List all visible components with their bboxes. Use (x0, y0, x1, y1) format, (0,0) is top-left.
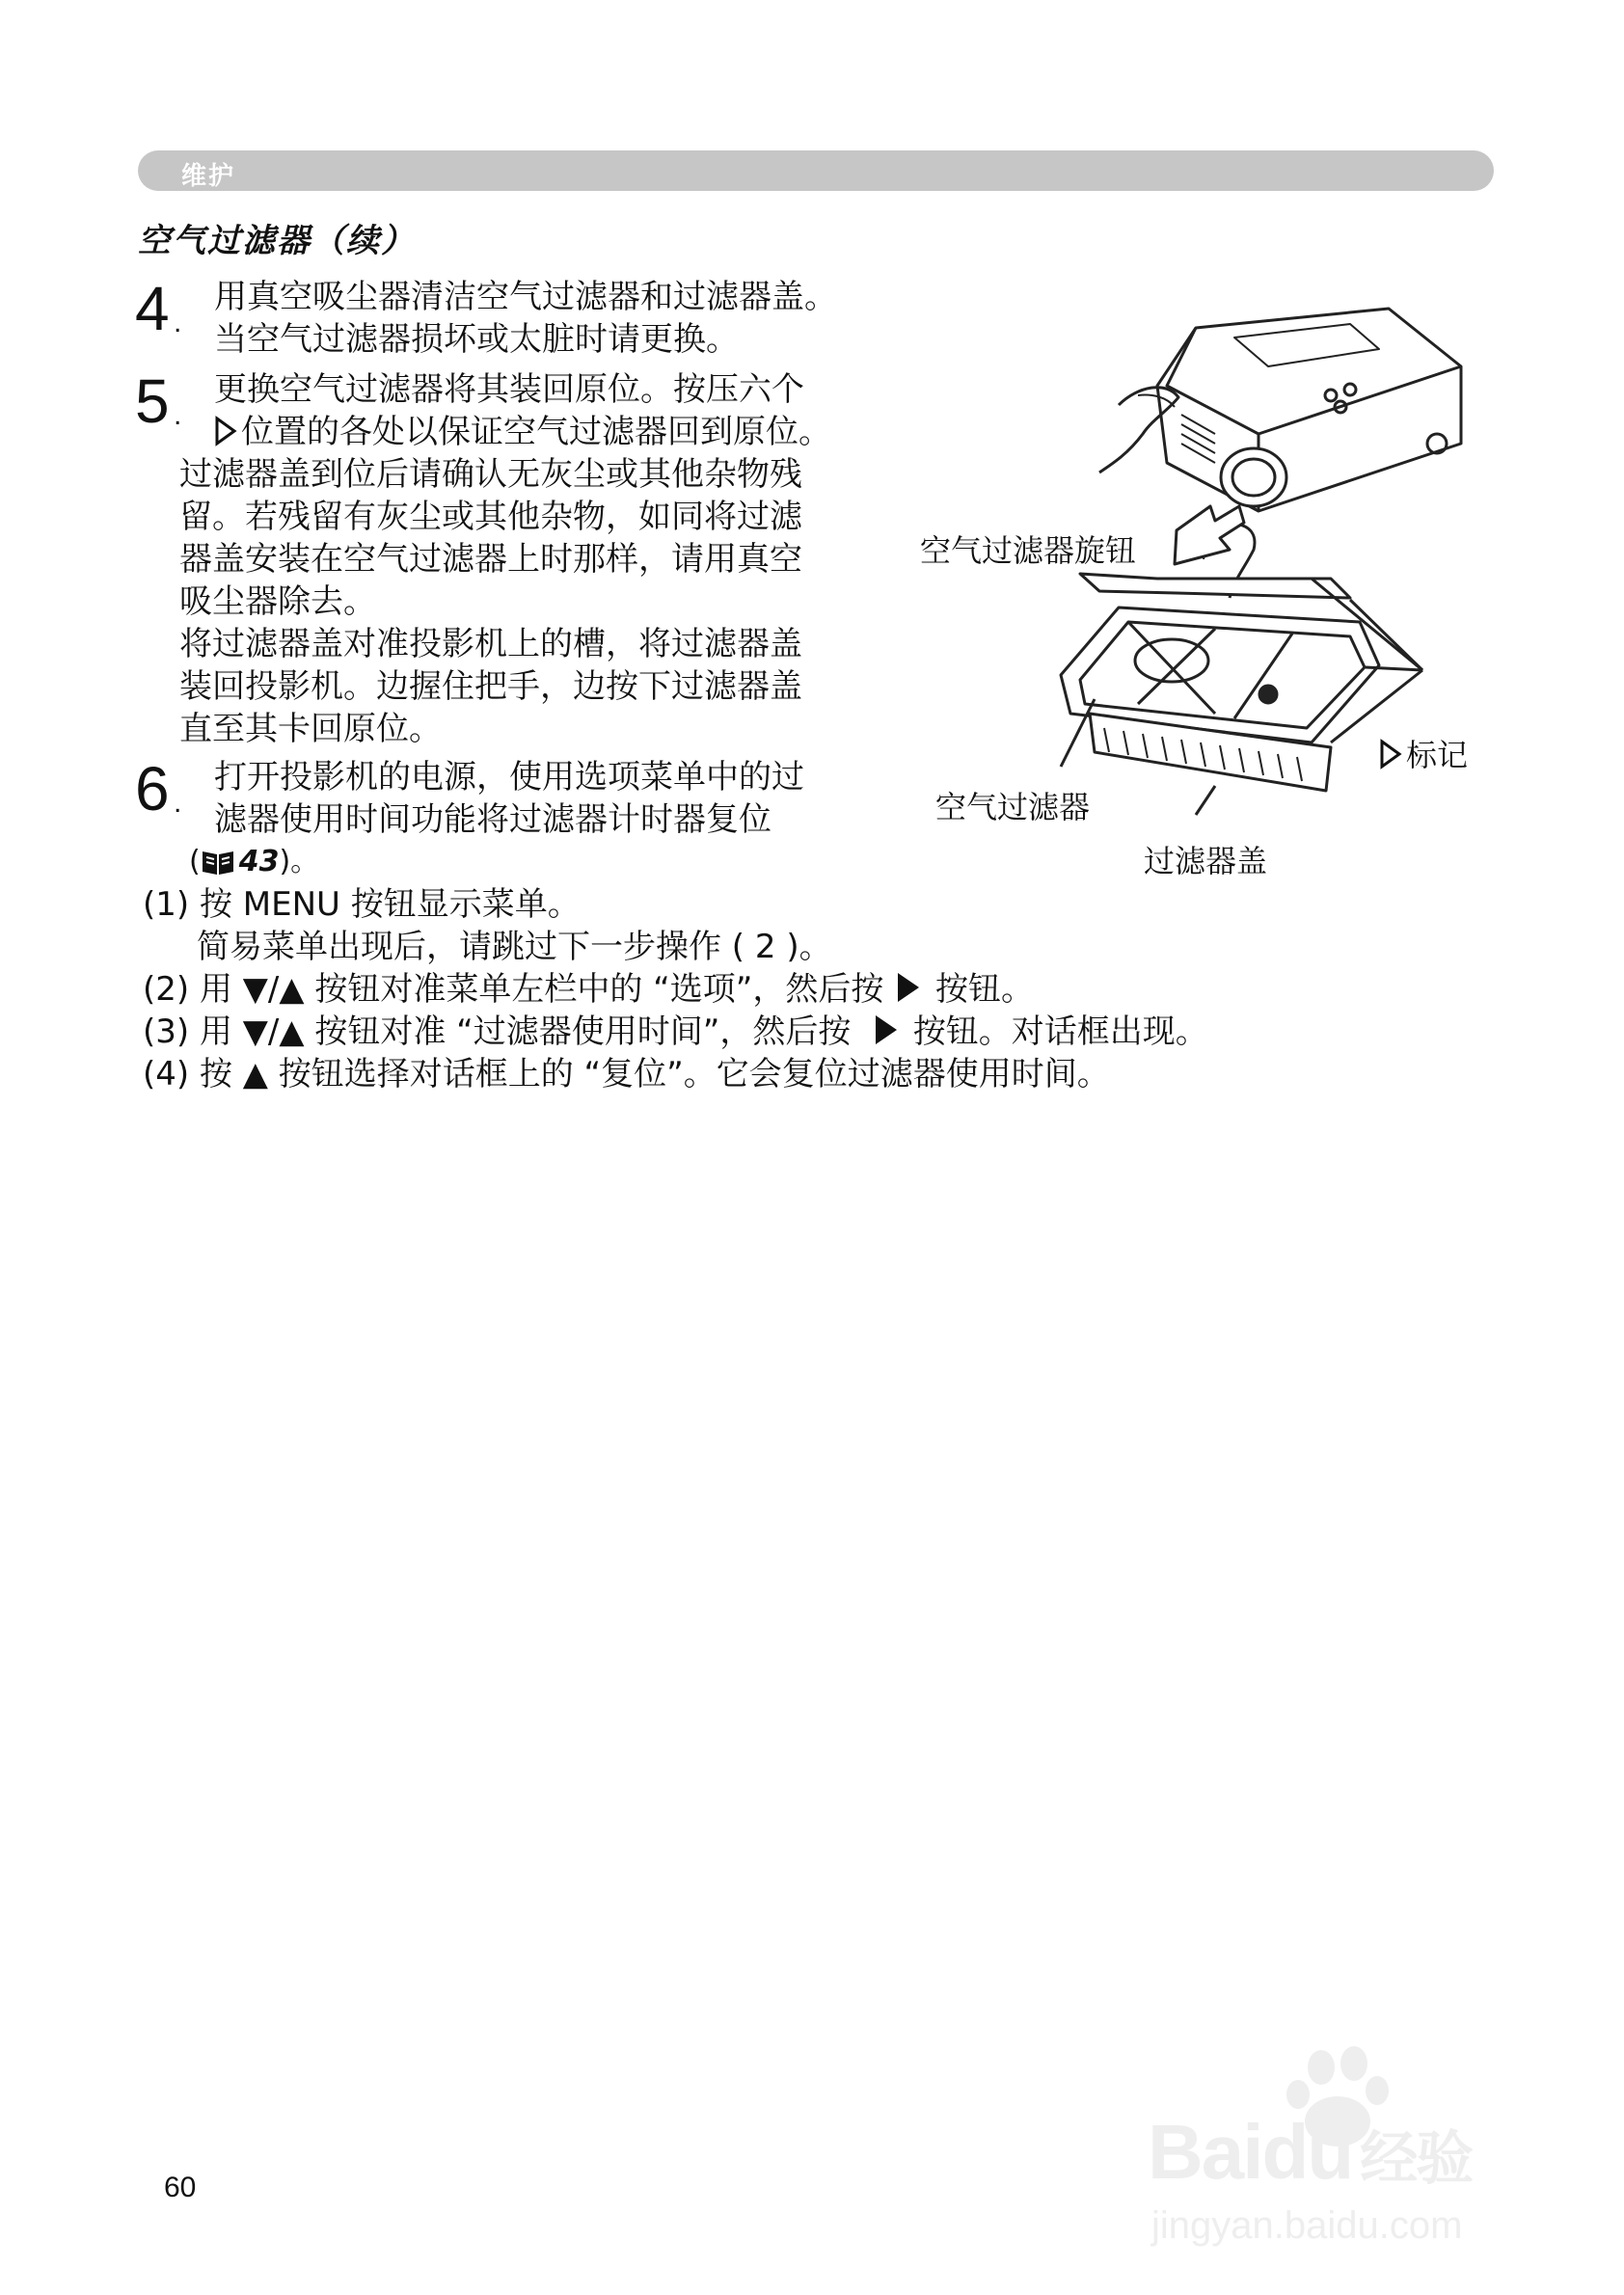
step-4-line-2: 当空气过滤器损坏或太脏时请更换。 (214, 320, 739, 359)
ref-close-paren: )。 (279, 845, 320, 878)
right-arrow-icon (898, 973, 919, 1002)
step-5-line-4: 留。若残留有灰尘或其他杂物，如同将过滤 (179, 498, 802, 536)
page-title: 空气过滤器（续） (138, 222, 416, 260)
step-5-number: 5 (135, 366, 170, 436)
triangle-mark-icon (214, 416, 237, 446)
step-6-line-1: 打开投影机的电源，使用选项菜单中的过 (214, 758, 804, 796)
watermark-brand: Bai (1148, 2109, 1262, 2195)
step-5-line-7: 将过滤器盖对准投影机上的槽，将过滤器盖 (179, 625, 802, 663)
step-5-line-1: 更换空气过滤器将其装回原位。按压六个 (214, 370, 804, 409)
label-air-filter: 空气过滤器 (935, 789, 1091, 825)
step-6-page-reference (189, 841, 319, 883)
label-mark (1379, 731, 1468, 775)
watermark-brand-cn: 经验 (1360, 2126, 1473, 2191)
step-4-dot: . (174, 307, 182, 338)
substep-2 (143, 968, 1034, 1011)
step-6-dot: . (174, 787, 182, 819)
substep-2-suffix: 按钮。 (935, 970, 1034, 1009)
projector-filter-illustration (920, 289, 1524, 887)
substep-3-text: (3) 用 ▼/▲ 按钮对准 “过滤器使用时间”，然后按 (143, 1012, 852, 1051)
substep-2-text: (2) 用 ▼/▲ 按钮对准菜单左栏中的 “选项”，然后按 (143, 970, 884, 1009)
step-5-dot: . (174, 399, 182, 431)
watermark-url: jingyan.baidu.com (1151, 2204, 1463, 2247)
substep-3-suffix: 按钮。对话框出现。 (912, 1012, 1208, 1051)
section-header-bar (138, 150, 1494, 191)
ref-page-number: 43 (238, 845, 280, 878)
step-5-line-9: 直至其卡回原位。 (179, 710, 442, 748)
page-number: 60 (164, 2172, 197, 2203)
baidu-jingyan-watermark (1148, 2035, 1553, 2256)
substep-1-note: 简易菜单出现后，请跳过下一步操作 ( 2 )。 (197, 928, 832, 966)
label-filter-cover: 过滤器盖 (1144, 843, 1268, 879)
step-6-number: 6 (135, 754, 170, 824)
step-5-line-3: 过滤器盖到位后请确认无灰尘或其他杂物残 (179, 455, 802, 494)
substep-4: (4) 按 ▲ 按钮选择对话框上的 “复位”。它会复位过滤器使用时间。 (143, 1055, 1110, 1094)
book-icon (201, 848, 235, 877)
step-5-line-6: 吸尘器除去。 (179, 582, 376, 621)
step-5-line-2 (214, 411, 831, 453)
label-mark-text: 标记 (1406, 737, 1469, 773)
step-4-number: 4 (135, 274, 170, 343)
label-filter-knob: 空气过滤器旋钮 (920, 532, 1137, 569)
step-5-line-5: 器盖安装在空气过滤器上时那样，请用真空 (179, 540, 802, 579)
section-header-label: 维护 (181, 162, 236, 191)
substep-3 (143, 1011, 1208, 1053)
step-5-line-2-text: 位置的各处以保证空气过滤器回到原位。 (241, 413, 831, 451)
step-4-line-1: 用真空吸尘器清洁空气过滤器和过滤器盖。 (214, 278, 837, 316)
right-arrow-icon (876, 1015, 897, 1044)
triangle-mark-icon (1379, 739, 1402, 770)
step-6-line-2: 滤器使用时间功能将过滤器计时器复位 (214, 800, 771, 839)
ref-open-paren: ( (189, 845, 201, 878)
step-5-line-8: 装回投影机。边握住把手，边按下过滤器盖 (179, 667, 802, 706)
watermark-brand-2: du (1261, 2109, 1353, 2195)
substep-1: (1) 按 MENU 按钮显示菜单。 (143, 885, 581, 924)
